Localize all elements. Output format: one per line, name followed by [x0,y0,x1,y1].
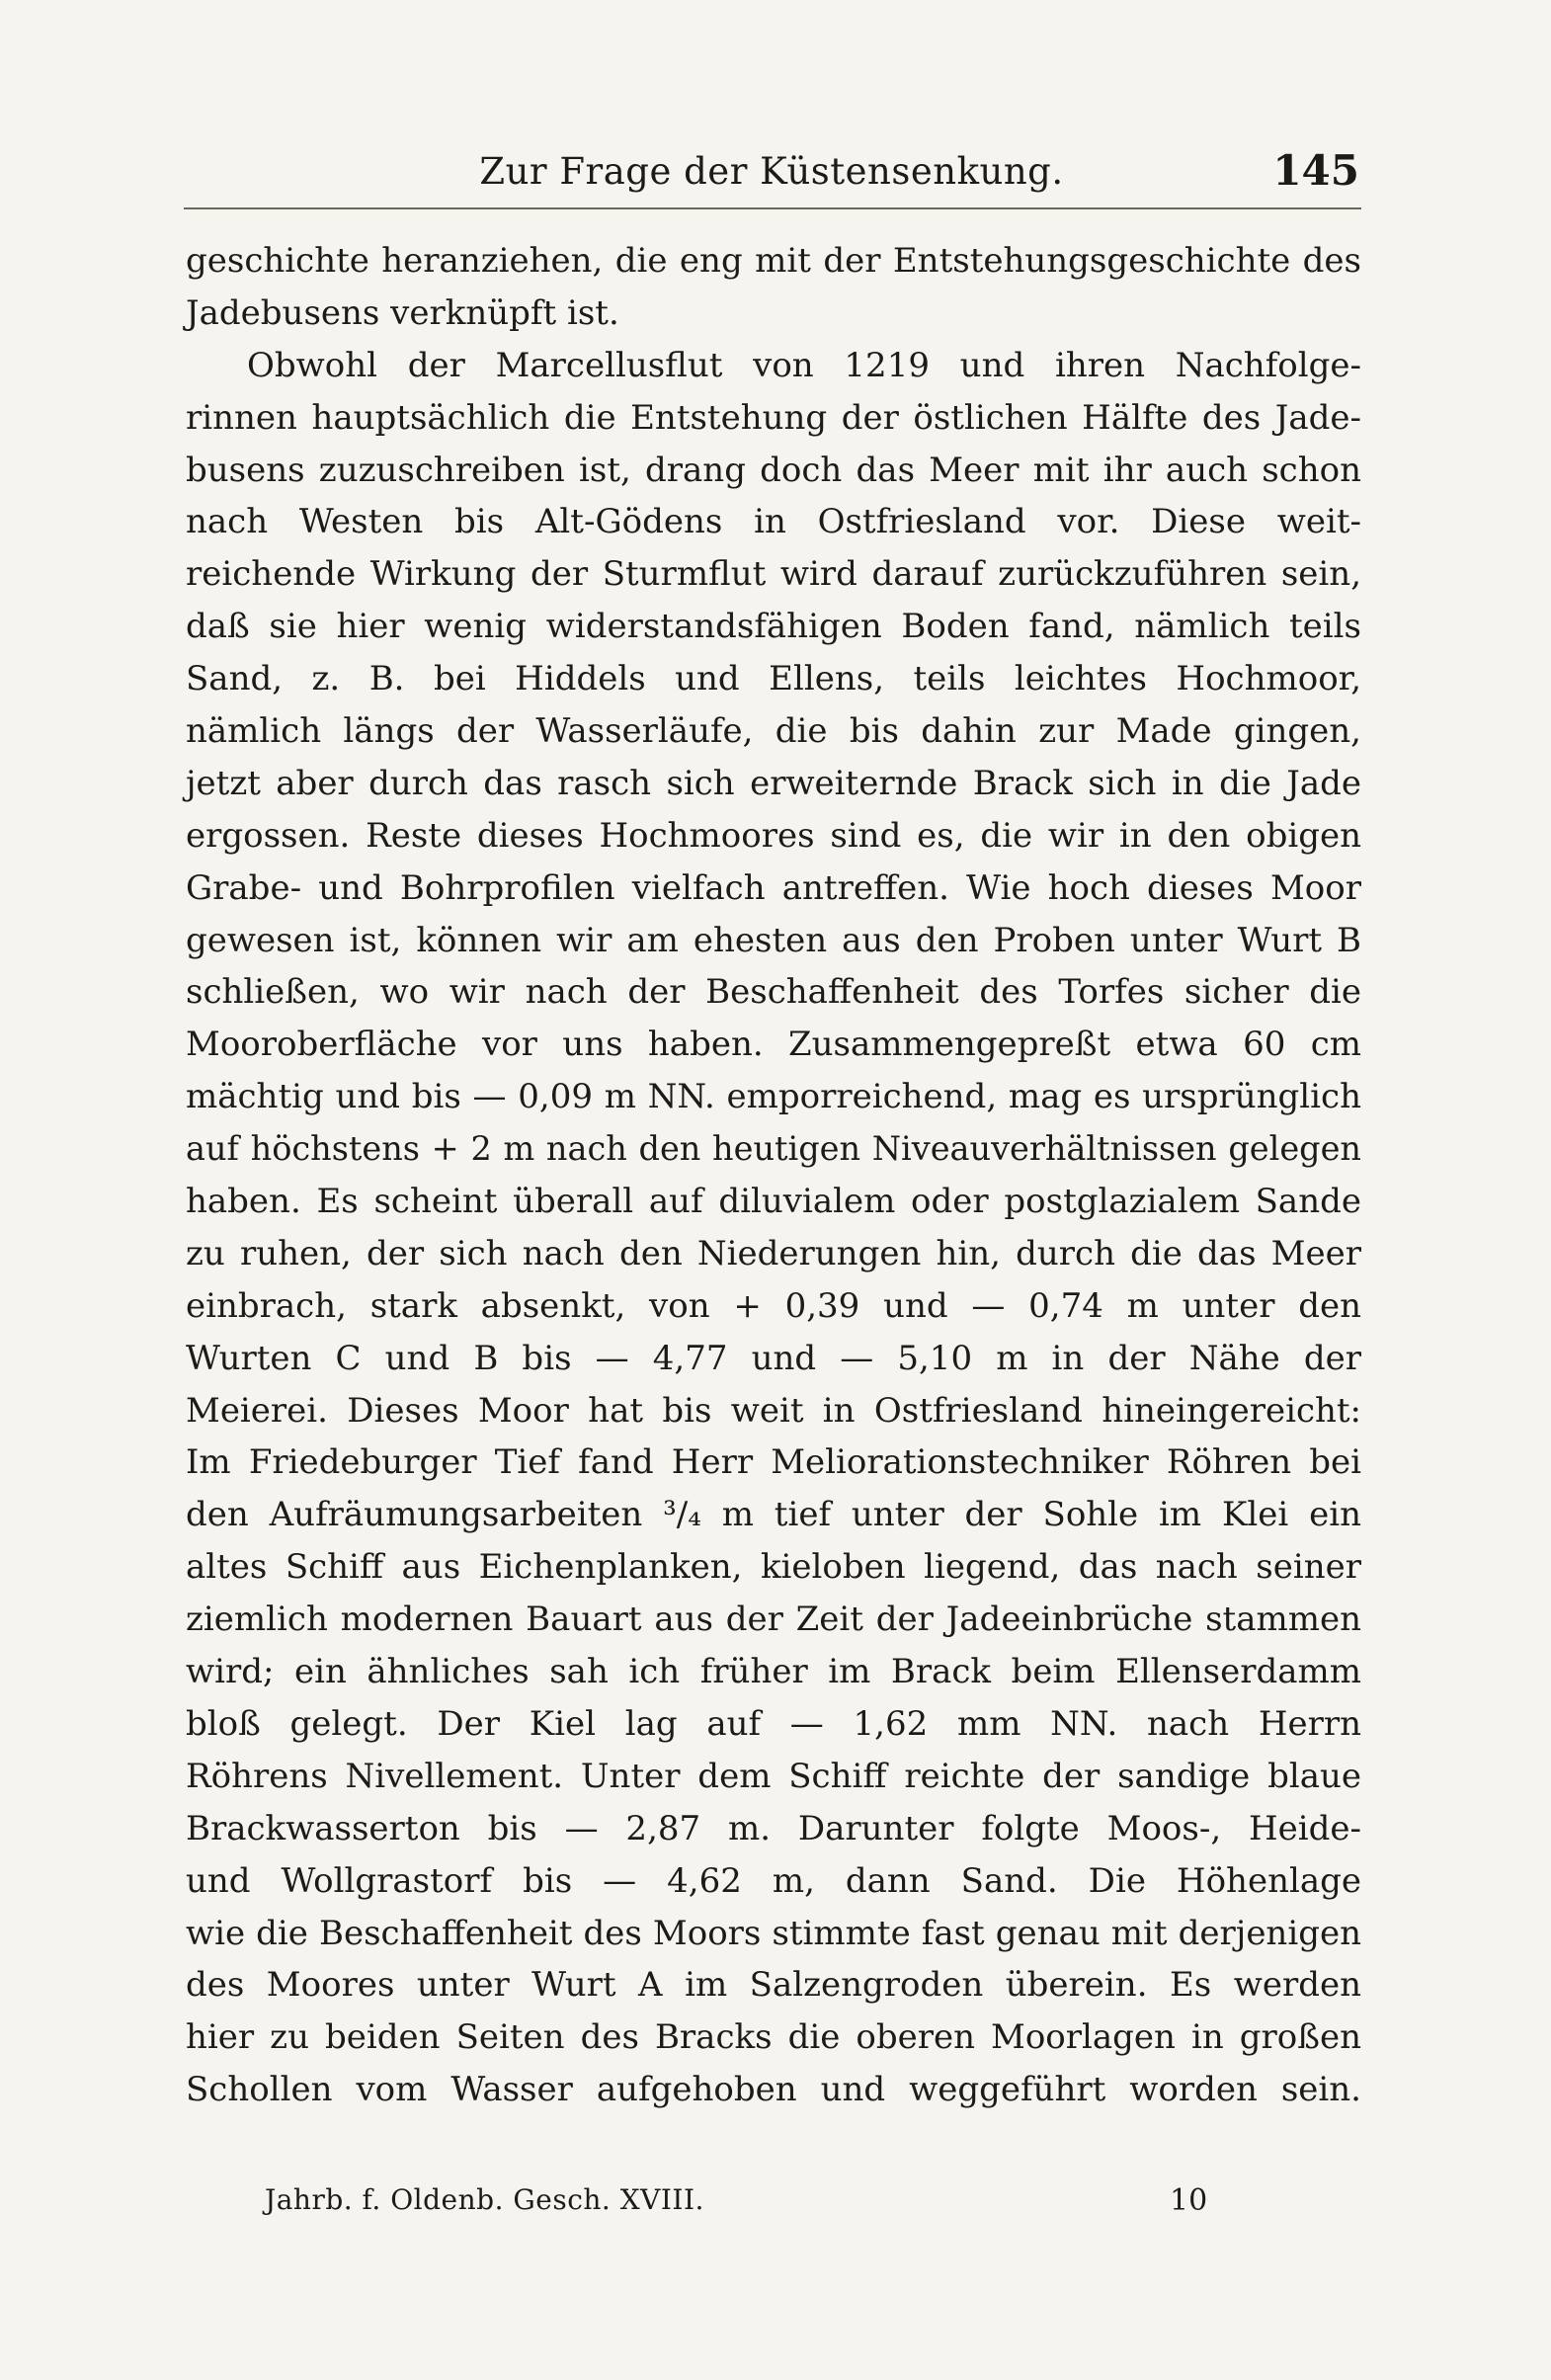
text-line: Jadebusens verknüpft ist. [186,292,619,333]
text-line: wird; ein ähnliches sah ich früher im Brack beim Ellenserdamm [186,1652,1361,1692]
text-line: reichende Wirkung der Sturmflut wird darauf zurückzuführen sein, [186,554,1361,595]
page-number: 145 [1272,146,1359,195]
text-line: Im Friedeburger Tief fand Herr Meliorationstechniker Röhren bei [186,1442,1361,1483]
text-line: gewesen ist, können wir am ehesten aus den Proben unter Wurt B [186,920,1361,960]
text-line: Brackwasserton bis — 2,87 m. Darunter folgte Moos-, Heide- [186,1808,1361,1848]
text-line: bloß gelegt. Der Kiel lag auf — 1,62 mm NN. nach Herrn [186,1703,1361,1744]
running-title: Zur Frage der Küstensenkung. [479,150,1064,193]
text-line: hier zu beiden Seiten des Bracks die oberen Moorlagen in großen [186,2017,1361,2058]
text-line: zu ruhen, der sich nach den Niederungen hin, durch die das Meer [186,1233,1361,1273]
text-line: rinnen hauptsächlich die Entstehung der östlichen Hälfte des Jade- [186,397,1361,438]
text-line: Schollen vom Wasser aufgehoben und weggeführt worden sein. [186,2070,1361,2110]
text-line: Röhrens Nivellement. Unter dem Schiff reichte der sandige blaue [186,1756,1361,1796]
text-line: jetzt aber durch das rasch sich erweiternde Brack sich in die Jade [186,763,1361,803]
text-line: busens zuzuschreiben ist, drang doch das Meer mit ihr auch schon [186,450,1361,490]
text-line: geschichte heranziehen, die eng mit der Entstehungsgeschichte des [186,241,1361,281]
text-line: Wurten C und B bis — 4,77 und — 5,10 m in der Nähe der [186,1338,1361,1378]
text-line: Sand, z. B. bei Hiddels und Ellens, teils leichtes Hochmoor, [186,659,1361,699]
text-line: daß sie hier wenig widerstandsfähigen Boden fand, nämlich teils [186,607,1361,647]
body-text [186,235,1361,2116]
text-line: schließen, wo wir nach der Beschaffenheit des Torfes sicher die [186,972,1361,1013]
text-line: ziemlich modernen Bauart aus der Zeit der Jadeeinbrüche stammen [186,1600,1361,1640]
sheet-number: 10 [1170,2183,1208,2218]
text-line: nach Westen bis Alt-Gödens in Ostfriesland vor. Diese weit- [186,502,1361,542]
text-line: mächtig und bis — 0,09 m NN. emporreichend, mag es ursprünglich [186,1077,1361,1117]
header-rule [184,207,1361,209]
text-line: ergossen. Reste dieses Hochmoores sind es, die wir in den obigen [186,815,1361,856]
text-line: haben. Es scheint überall auf diluvialem oder postglazialem Sande [186,1182,1361,1222]
signature-mark: Jahrb. f. Oldenb. Gesch. XVIII. [265,2183,704,2216]
text-line: auf höchstens + 2 m nach den heutigen Niveauverhältnissen gelegen [186,1129,1361,1169]
page-footer [186,2183,1208,2233]
text-line: und Wollgrastorf bis — 4,62 m, dann Sand. Die Höhenlage [186,1860,1361,1901]
text-line: Meierei. Dieses Moor hat bis weit in Ostfriesland hineingereicht: [186,1390,1361,1431]
running-head [184,146,1359,202]
text-line: nämlich längs der Wasserläufe, die bis dahin zur Made gingen, [186,711,1361,752]
text-line: Obwohl der Marcellusflut von 1219 und ihren Nachfolge- [247,345,1361,385]
text-line: des Moores unter Wurt A im Salzengroden überein. Es werden [186,1965,1361,2006]
text-line: wie die Beschaffenheit des Moors stimmte fast genau mit derjenigen [186,1913,1361,1953]
text-line: den Aufräumungsarbeiten ³/₄ m tief unter der Sohle im Klei ein [186,1495,1361,1535]
text-line: Grabe- und Bohrprofilen vielfach antreffen. Wie hoch dieses Moor [186,867,1361,908]
text-line: altes Schiff aus Eichenplanken, kieloben liegend, das nach seiner [186,1547,1361,1588]
text-line: einbrach, stark absenkt, von + 0,39 und — 0,74 m unter den [186,1285,1361,1326]
text-line: Mooroberfläche vor uns haben. Zusammengepreßt etwa 60 cm [186,1025,1361,1065]
